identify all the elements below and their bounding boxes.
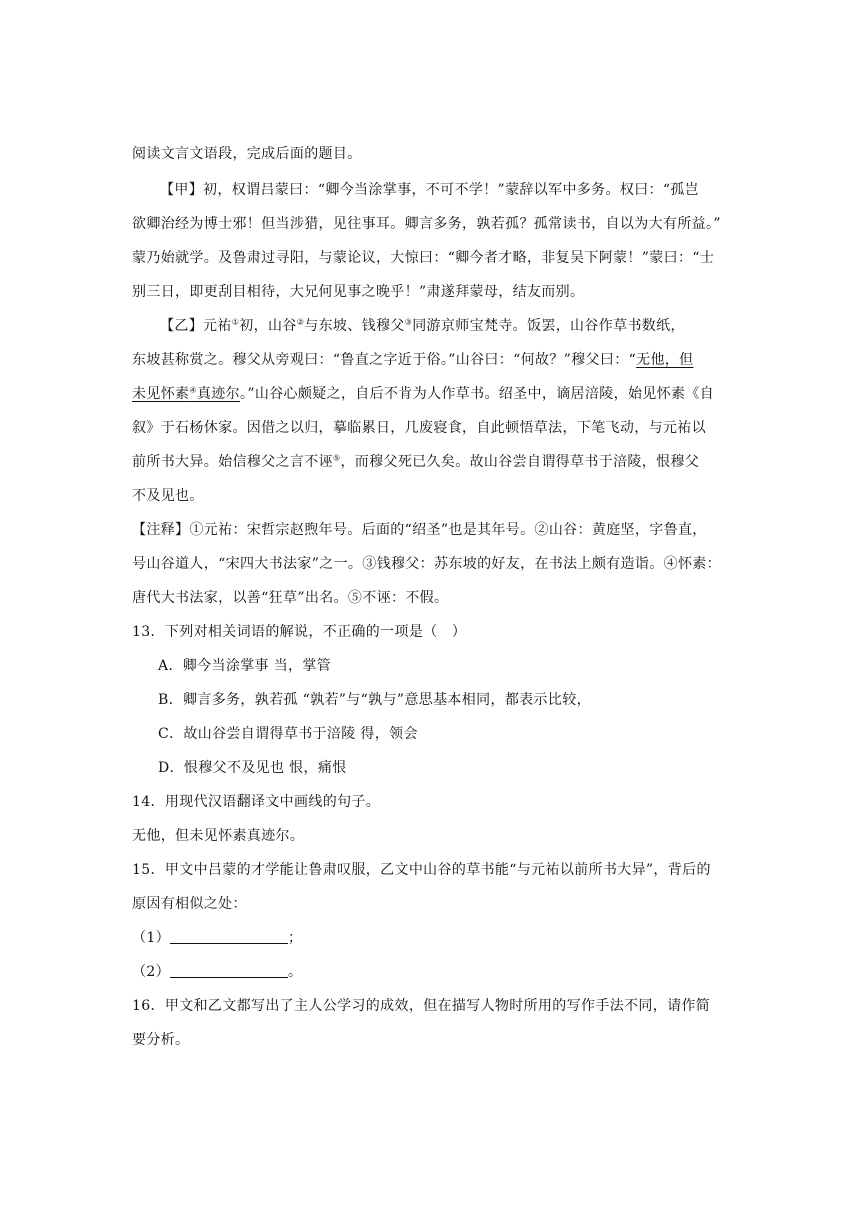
question-15-answer-2 <box>132 962 732 982</box>
question-14-sentence: 无他，但未见怀素真迹尔。 <box>132 828 305 844</box>
question-15-answer-1 <box>132 928 732 948</box>
passage-jia-line-4: 别三日，即更刮目相待，大兄何见事之晚乎！”肃遂拜蒙母，结友而别。 <box>132 284 585 300</box>
answer-label: （1） <box>132 930 170 946</box>
footnote-marker: ④ <box>189 385 197 395</box>
question-14-stem: 14．用现代汉语翻译文中画线的句子。 <box>132 794 381 810</box>
notes-line-1: 【注释】①元祐：宋哲宗赵煦年号。后面的“绍圣”也是其年号。②山谷：黄庭坚，字鲁直， <box>132 522 707 538</box>
notes-line-3: 唐代大书法家，以善“狂草”出名。⑤不诬：不假。 <box>132 590 449 606</box>
answer-blank-1[interactable] <box>170 929 288 944</box>
underlined-sentence: 无他，但 <box>636 352 694 368</box>
punctuation: 。 <box>287 964 303 980</box>
passage-jia-line-1: 【甲】初，权谓吕蒙曰：“卿今当涂掌事，不可不学！”蒙辞以军中多务。权曰：“孤岂 <box>160 182 700 198</box>
text-span: 同游京师宝梵寺。饭罢，山谷作草书数纸， <box>412 318 685 334</box>
text-span: 。”山谷心颇疑之，自后不肯为人作草书。绍圣中，谪居涪陵，始见怀素《自 <box>240 386 715 402</box>
underlined-sentence <box>132 386 240 402</box>
answer-blank-2[interactable] <box>170 963 288 978</box>
passage-jia-line-3: 蒙乃始就学。及鲁肃过寻阳，与蒙论议，大惊曰：“卿今者才略，非复吴下阿蒙！”蒙曰：“士 <box>132 250 715 266</box>
question-13-option-d: D．恨穆父不及见也 恨，痛恨 <box>158 760 347 776</box>
passage-yi-line-6: 不及见也。 <box>132 488 204 504</box>
text-span: 与东坡、钱穆父 <box>304 318 405 334</box>
text-span: 真迹尔 <box>196 386 240 402</box>
text-span: 未见怀素 <box>132 386 190 402</box>
footnote-marker: ② <box>296 317 305 327</box>
answer-label: （2） <box>132 964 170 980</box>
notes-line-2: 号山谷道人，“宋四大书法家”之一。③钱穆父：苏东坡的好友，在书法上颇有造诣。④怀素： <box>132 556 722 572</box>
text-span: 初，山谷 <box>239 318 297 334</box>
question-13-stem: 13．下列对相关词语的解说，不正确的一项是（ ） <box>132 624 467 640</box>
footnote-marker: ⑤ <box>332 453 341 463</box>
passage-yi-line-2 <box>132 350 732 370</box>
question-15-stem-line-2: 原因有相似之处： <box>132 896 247 912</box>
intro-instruction: 阅读文言文语段，完成后面的题目。 <box>132 146 362 162</box>
question-15-stem-line-1: 15．甲文中吕蒙的才学能让鲁肃叹服，乙文中山谷的草书能“与元祐以前所书大异”，背后的 <box>132 862 711 878</box>
text-span: ，而穆父死已久矣。故山谷尝自谓得草书于涪陵，恨穆父 <box>340 454 700 470</box>
passage-yi-line-1 <box>160 316 760 336</box>
footnote-marker: ① <box>231 317 240 327</box>
footnote-marker: ③ <box>404 317 413 327</box>
question-16-stem-line-1: 16．甲文和乙文都写出了主人公学习的成效，但在描写人物时所用的写作手法不同，请作简 <box>132 998 711 1014</box>
punctuation: ； <box>287 930 303 946</box>
text-span: 【乙】元祐 <box>160 318 232 334</box>
question-13-option-a: A．卿今当涂掌事 当，掌管 <box>158 658 332 674</box>
passage-yi-line-5 <box>132 452 732 472</box>
passage-yi-line-3 <box>132 384 732 404</box>
passage-yi-line-4: 叙》于石杨休家。因借之以归，摹临累日，几废寝食，自此顿悟草法，下笔飞动，与元祐以 <box>132 420 706 436</box>
text-span: 前所书大异。始信穆父之言不诬 <box>132 454 333 470</box>
question-13-option-c: C．故山谷尝自谓得草书于涪陵 得，领会 <box>158 726 418 742</box>
text-span: 东坡甚称赏之。穆父从旁观曰：“鲁直之字近于俗。”山谷曰：“何故？”穆父曰：“ <box>132 352 637 368</box>
question-13-option-b: B．卿言多务，孰若孤 “孰若”与“孰与”意思基本相同，都表示比较， <box>158 692 591 708</box>
passage-jia-line-2: 欲卿治经为博士邪！但当涉猎，见往事耳。卿言多务，孰若孤？孤常读书，自以为大有所益。” <box>132 216 721 232</box>
question-16-stem-line-2: 要分析。 <box>132 1032 190 1048</box>
